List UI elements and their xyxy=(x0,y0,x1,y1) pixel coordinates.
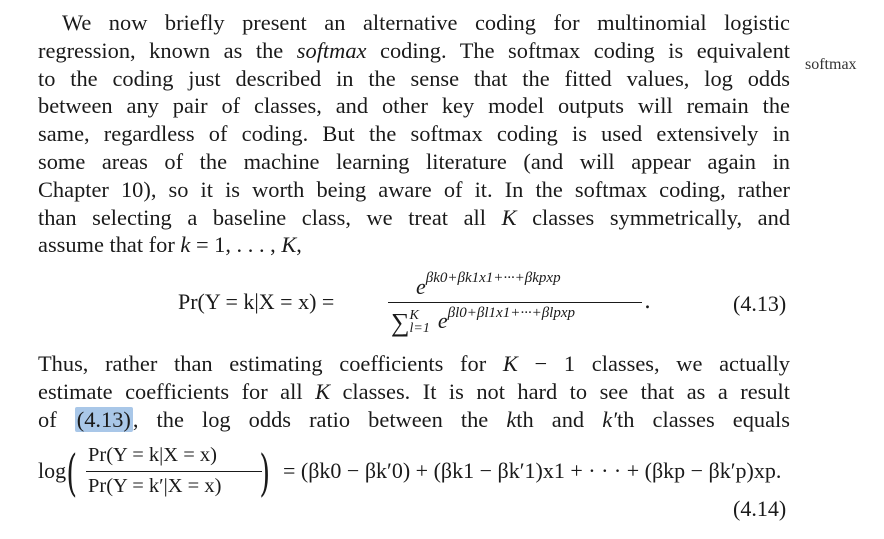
text-line: to the coding just described in the sense that the fitted values, log odds xyxy=(38,65,790,91)
ratio-numerator: Pr(Y = k|X = x) xyxy=(88,444,217,466)
paragraph-log-odds xyxy=(38,350,790,433)
equation-4-14 xyxy=(0,440,884,535)
right-parenthesis: ) xyxy=(259,444,271,502)
fraction-bar xyxy=(86,471,262,472)
margin-note: softmax xyxy=(805,56,857,73)
equation-number: (4.13) xyxy=(733,291,787,316)
text-line: than selecting a baseline class, we treat all K classes symmetrically, and xyxy=(38,204,791,230)
equation-period: . xyxy=(644,289,651,314)
text-line: same, regardless of coding. But the softmax coding is used extensively in xyxy=(38,121,790,147)
text-line: assume that for k = 1, . . . , K, xyxy=(38,232,302,258)
sum-symbol: ∑ xyxy=(391,308,410,337)
text-line: Thus, rather than estimating coefficients for K − 1 classes, we actually xyxy=(38,351,790,376)
text-line: of (4.13), the log odds ratio between the kth and k′th classes equals xyxy=(38,406,790,432)
text-line: We now briefly present an alternative coding for multinomial logistic xyxy=(62,10,790,35)
text-line: Chapter 10), so it is worth being aware of it. In the softmax coding, rather xyxy=(38,176,790,202)
ratio-denominator: Pr(Y = k′|X = x) xyxy=(88,475,222,497)
equation-rhs: = (βk0 − βk′0) + (βk1 − βk′1)x1 + · · · + (βkp − βk′p)xp. xyxy=(283,458,782,483)
equation-number: (4.14) xyxy=(733,496,787,521)
text-line: some areas of the machine learning literature (and will appear again in xyxy=(38,148,790,174)
text-line: regression, known as the softmax coding. The softmax coding is equivalent xyxy=(38,37,790,63)
equation-lhs: Pr(Y = k|X = x) = xyxy=(178,289,335,314)
fraction-denominator: ∑K l=1 $e^{\beta l0+\beta l1x1+\cdot\cdot\cdot+\beta lpxp}$ xyxy=(391,305,576,337)
paragraph-softmax-intro xyxy=(38,9,790,259)
left-parenthesis: ( xyxy=(66,444,78,502)
equation-reference-link[interactable]: (4.13) xyxy=(76,406,131,432)
text-line: estimate coefficients for all K classes. It is not hard to see that as a result xyxy=(38,378,790,404)
text-line: between any pair of classes, and other key model outputs will remain the xyxy=(38,93,790,119)
equation-4-13 xyxy=(0,264,884,344)
fraction-bar xyxy=(388,302,642,303)
fraction-numerator: $e^{\beta k0+\beta k1x1+\cdot\cdot\cdot+\beta kpxp}$ xyxy=(416,270,561,299)
log-operator: log xyxy=(38,458,67,483)
